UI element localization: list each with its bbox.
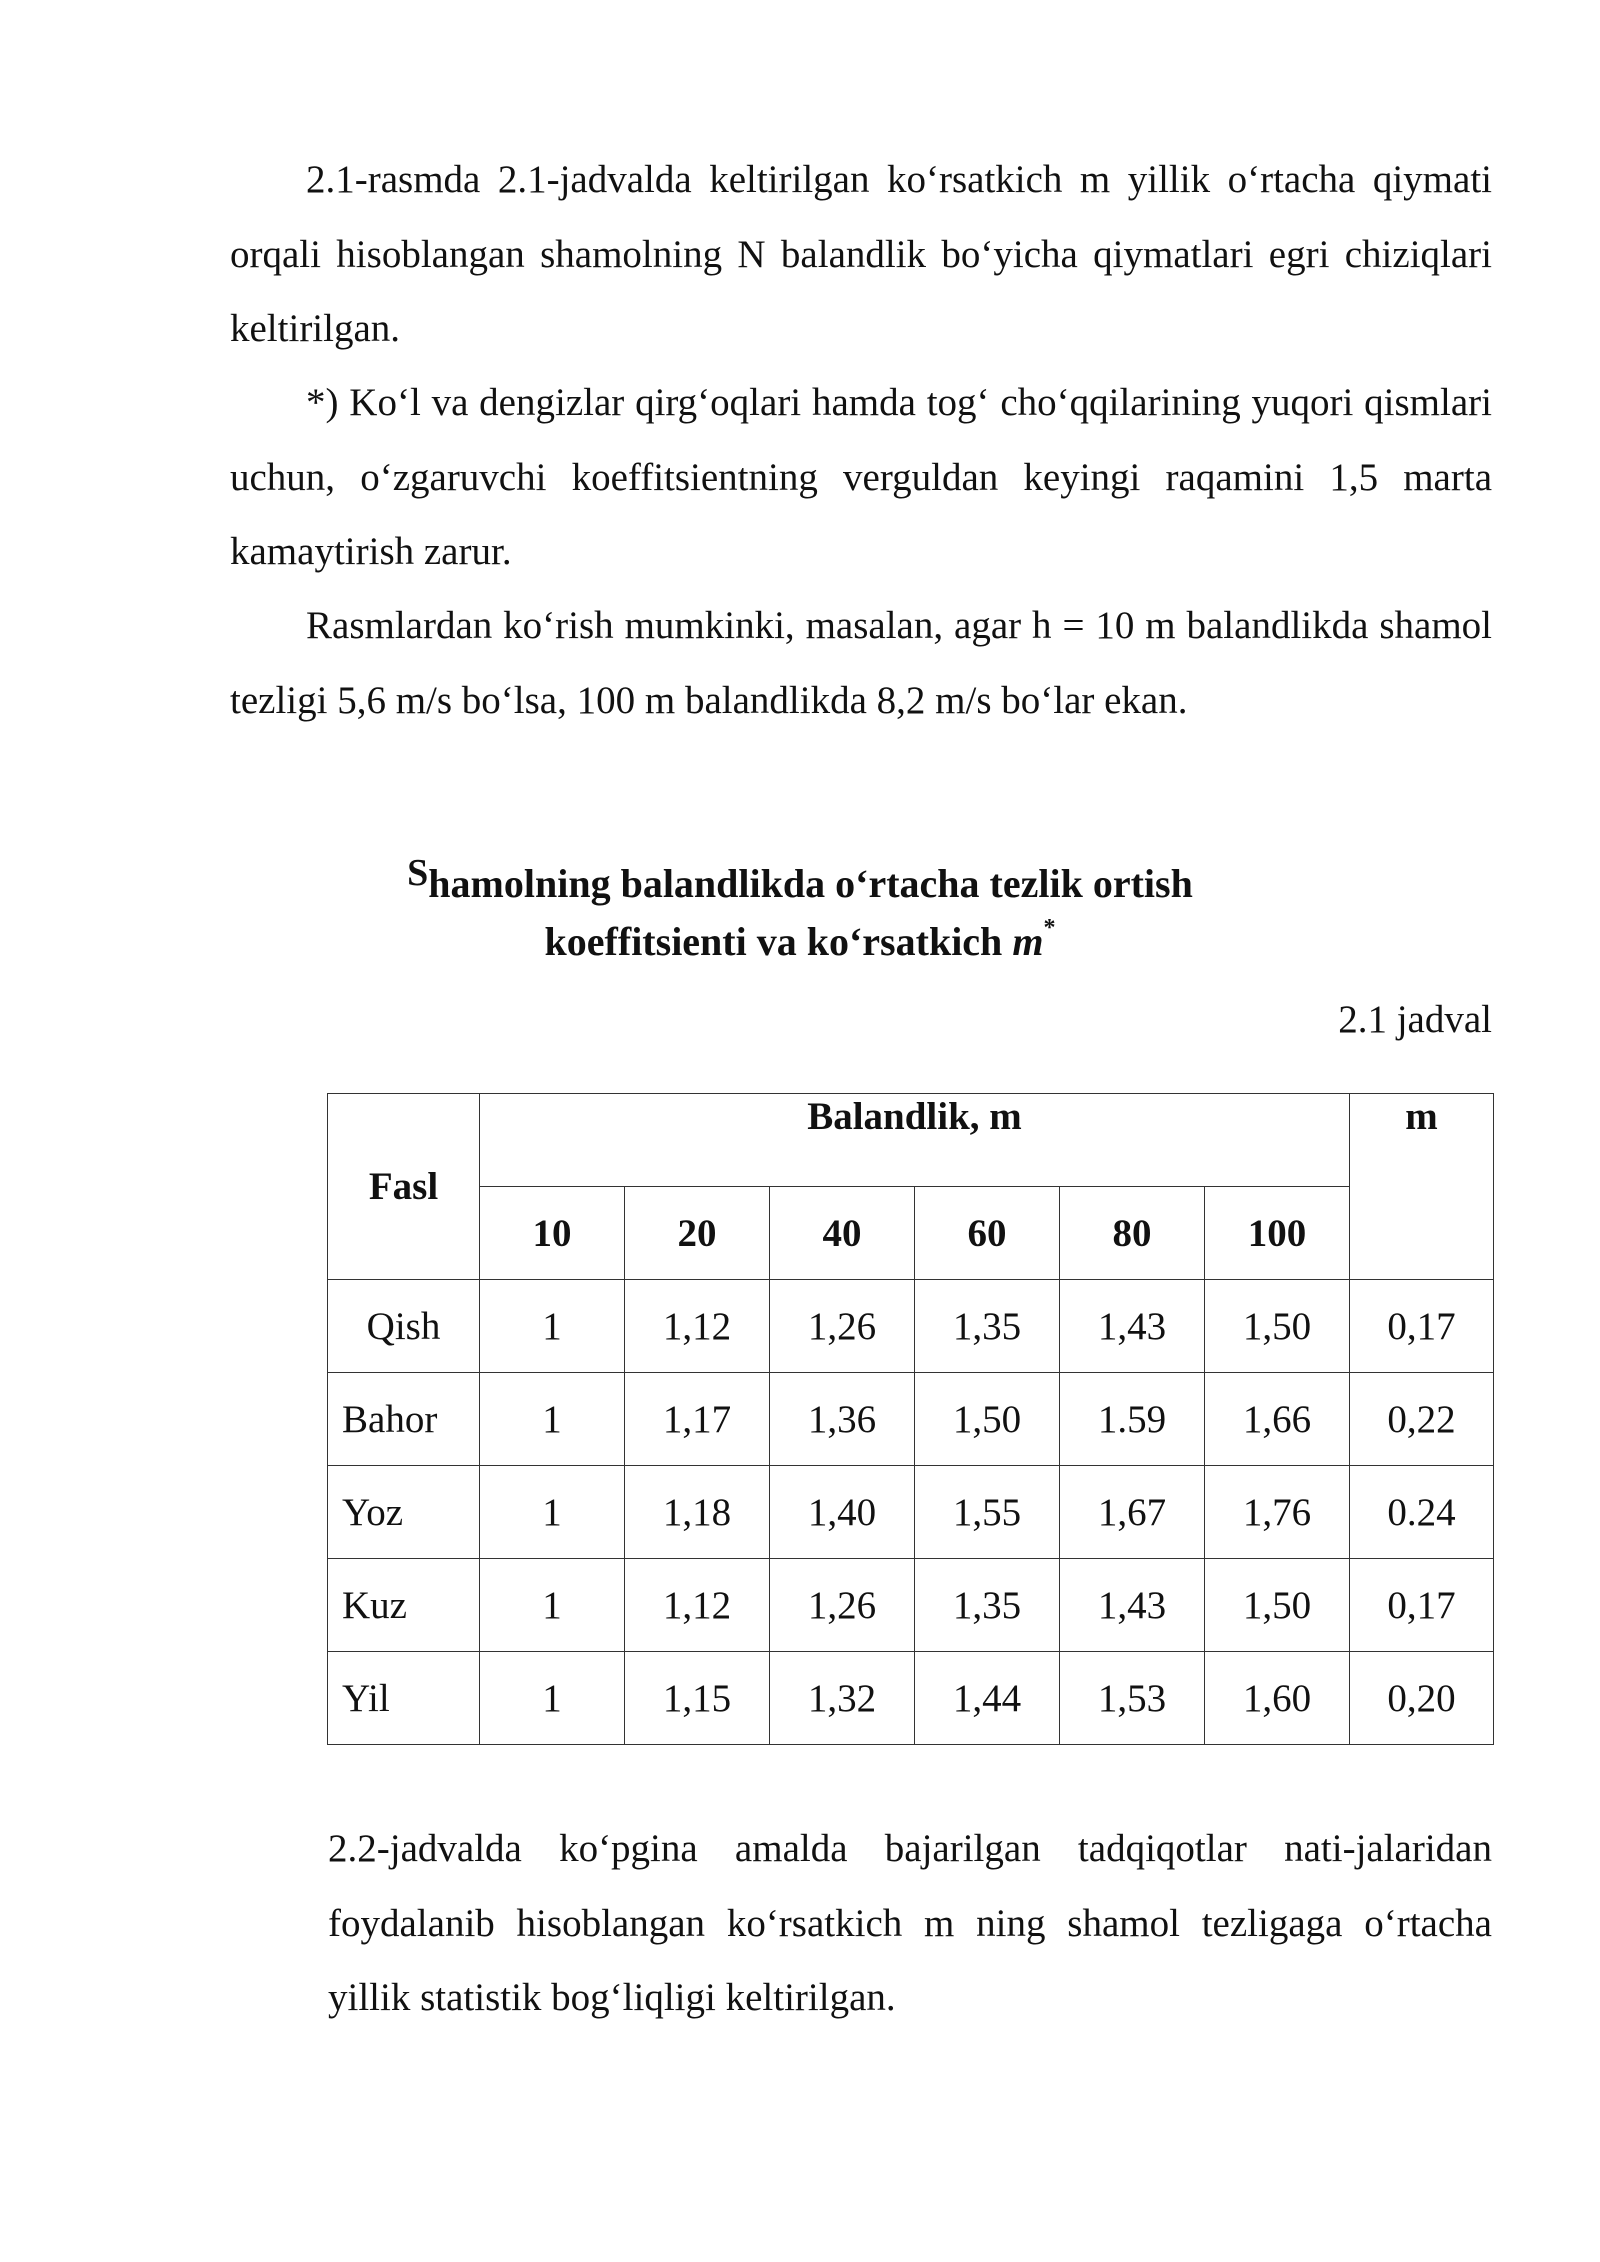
- season-column-header: Fasl: [328, 1094, 480, 1280]
- season-cell: Yil: [328, 1652, 480, 1745]
- height-header-cell: 20: [625, 1187, 770, 1280]
- coefficient-cell: 1,43: [1060, 1559, 1205, 1652]
- coefficient-cell: 1,66: [1205, 1373, 1350, 1466]
- m-value-cell: 0,20: [1350, 1652, 1494, 1745]
- m-value-cell: 0,17: [1350, 1559, 1494, 1652]
- coefficient-cell: 1,50: [915, 1373, 1060, 1466]
- paragraph-2-text: *) Ko‘l va dengizlar qirg‘oqlari hamda tog‘ cho‘qqilarining yuqori qismlari uchun, o‘zgaruvchi koeffitsientning verguldan keyingi raqamini 1,5 marta kamaytirish zarur.: [230, 381, 1492, 573]
- m-value-cell: 0.24: [1350, 1466, 1494, 1559]
- coefficient-cell: 1,12: [625, 1559, 770, 1652]
- coefficient-cell: 1,44: [915, 1652, 1060, 1745]
- title-line-2-text: koeffitsienti va ko‘rsatkich: [544, 919, 1003, 964]
- coefficient-cell: 1: [480, 1280, 625, 1373]
- coefficient-cell: 1,17: [625, 1373, 770, 1466]
- coefficient-cell: 1,60: [1205, 1652, 1350, 1745]
- height-header-cell: 60: [915, 1187, 1060, 1280]
- coefficient-cell: 1,26: [770, 1559, 915, 1652]
- coefficient-cell: 1: [480, 1559, 625, 1652]
- table-row: [328, 1559, 1494, 1652]
- table-title-line-2: [330, 914, 1270, 976]
- table-row: [328, 1373, 1494, 1466]
- table-row: [328, 1280, 1494, 1373]
- height-header-cell: 100: [1205, 1187, 1350, 1280]
- title-line-1-text: hamolning balandlikda o‘rtacha tezlik ortish: [428, 861, 1193, 906]
- m-column-header: m: [1350, 1094, 1494, 1280]
- paragraph-4-text: 2.2-jadvalda ko‘pgina amalda bajarilgan tadqiqotlar nati-jalaridan foydalanib hisoblangan ko‘rsatkich m ning shamol tezligaga o‘rtacha yillik statistik bog‘liqligi keltirilgan.: [328, 1827, 1492, 2019]
- paragraph-4: [328, 1812, 1492, 2036]
- season-cell: Bahor: [328, 1373, 480, 1466]
- coefficient-cell: 1,67: [1060, 1466, 1205, 1559]
- height-header-cell: 80: [1060, 1187, 1205, 1280]
- paragraph-3-text: Rasmlardan ko‘rish mumkinki, masalan, agar h = 10 m balandlikda shamol tezligi 5,6 m/s bo‘lsa, 100 m balandlikda 8,2 m/s bo‘lar ekan.: [230, 604, 1492, 722]
- table-row: [328, 1466, 1494, 1559]
- data-table: [327, 1093, 1494, 1745]
- coefficient-cell: 1: [480, 1652, 625, 1745]
- paragraph-1-text: 2.1-rasmda 2.1-jadvalda keltirilgan ko‘rsatkich m yillik o‘rtacha qiymati orqali hisoblangan shamolning N balandlik bo‘yicha qiymatlari egri chiziqlari keltirilgan.: [230, 158, 1492, 350]
- coefficient-cell: 1,36: [770, 1373, 915, 1466]
- coefficient-cell: 1: [480, 1373, 625, 1466]
- coefficient-cell: 1.59: [1060, 1373, 1205, 1466]
- table-number-label: 2.1 jadval: [1338, 998, 1492, 1041]
- paragraph-1: [230, 143, 1492, 367]
- coefficient-cell: 1: [480, 1466, 625, 1559]
- coefficient-cell: 1,35: [915, 1280, 1060, 1373]
- coefficient-cell: 1,35: [915, 1559, 1060, 1652]
- coefficient-cell: 1,32: [770, 1652, 915, 1745]
- coefficient-cell: 1,18: [625, 1466, 770, 1559]
- coefficient-cell: 1,15: [625, 1652, 770, 1745]
- title-initial: S: [407, 852, 429, 894]
- coefficient-cell: 1,12: [625, 1280, 770, 1373]
- coefficient-cell: 1,53: [1060, 1652, 1205, 1745]
- table-row: [328, 1652, 1494, 1745]
- paragraph-2: [230, 366, 1492, 590]
- m-value-cell: 0,17: [1350, 1280, 1494, 1373]
- coefficient-cell: 1,43: [1060, 1280, 1205, 1373]
- m-value-cell: 0,22: [1350, 1373, 1494, 1466]
- coefficient-cell: 1,26: [770, 1280, 915, 1373]
- title-variable: m: [1012, 919, 1044, 964]
- coefficient-cell: 1,40: [770, 1466, 915, 1559]
- height-header-cell: 10: [480, 1187, 625, 1280]
- season-cell: Kuz: [328, 1559, 480, 1652]
- height-header-cell: 40: [770, 1187, 915, 1280]
- table-title-line-1: [330, 852, 1270, 913]
- height-group-header: Balandlik, m: [480, 1094, 1350, 1187]
- height-subheader-row: [328, 1187, 1494, 1280]
- coefficient-cell: 1,50: [1205, 1280, 1350, 1373]
- coefficient-cell: 1,76: [1205, 1466, 1350, 1559]
- coefficient-cell: 1,50: [1205, 1559, 1350, 1652]
- table-body: [328, 1280, 1494, 1745]
- season-cell: Yoz: [328, 1466, 480, 1559]
- table-header-row: [328, 1094, 1494, 1187]
- title-footnote-mark: *: [1043, 915, 1056, 941]
- paragraph-3: [230, 589, 1492, 738]
- coefficient-cell: 1,55: [915, 1466, 1060, 1559]
- season-cell: Qish: [328, 1280, 480, 1373]
